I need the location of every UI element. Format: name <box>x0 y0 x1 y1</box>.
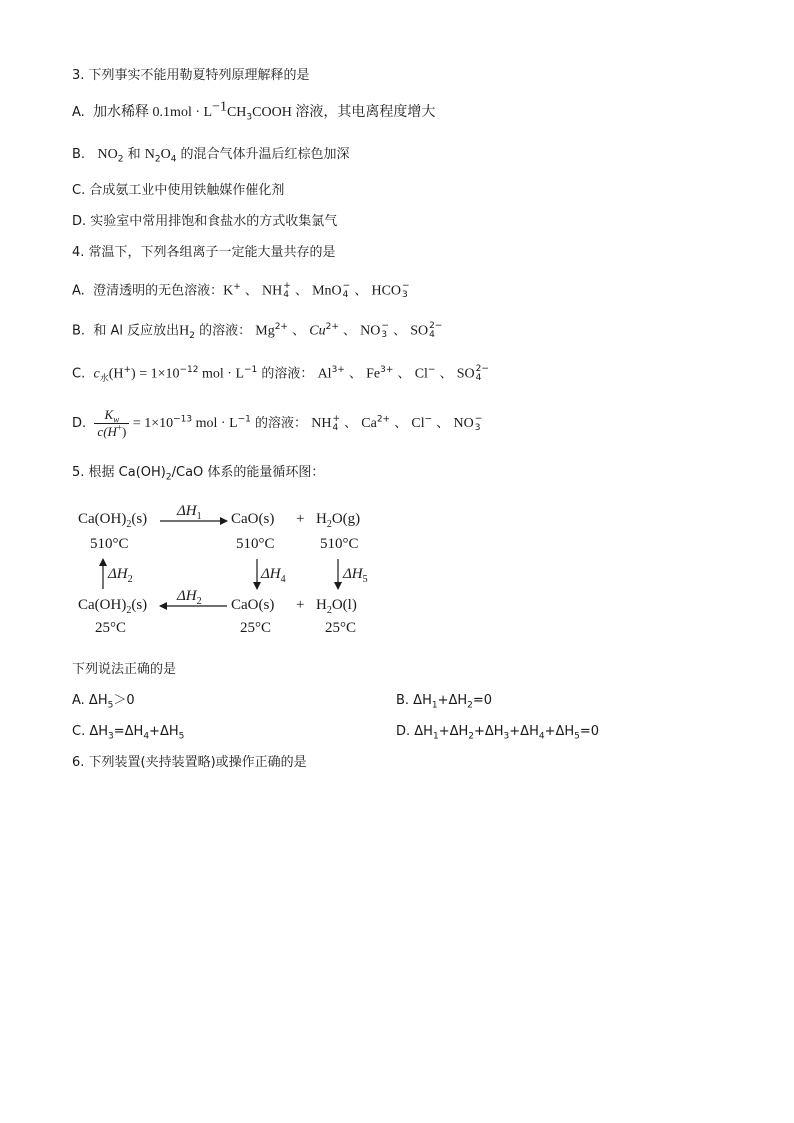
cycle-top-plus: + <box>296 511 305 527</box>
q4-option-b: B. 和 Al 反应放出$H_2$ 的溶液： $Mg^{2+}$ 、 $Cu^{2+}$ 、 NO − 3 、 SO 2− 4 <box>72 321 443 342</box>
cycle-temp-25-right: 25°C <box>325 620 357 636</box>
q5-prompt: 下列说法正确的是 <box>72 662 177 677</box>
cycle-bottom-left: $Ca(OH)_2(s)$ <box>78 597 148 616</box>
q4-option-c: C. $c_水(H^+) = 1\times 10^{-12}$ mol · $L^{-1}$ 的溶液： $Al^{3+}$ 、 $Fe^{3+}$ 、 Cl− 、 SO 2− 4 <box>72 364 489 385</box>
cycle-top-left: $Ca(OH)_2(s)$ <box>78 511 148 530</box>
cycle-dh5-label: $\Delta H_5$ <box>343 566 368 585</box>
q3-option-a: A. 加水稀释 $0.1mol \cdot L^{-1}CH_3COOH$ 溶液，其电离程度增大 <box>72 99 436 123</box>
cycle-dh2-label: $\Delta H_2$ <box>108 566 133 585</box>
q4-option-a: A. 澄清透明的无色溶液：K+ 、 NH + 4 、 MnO − 4 、 HCO − 3 <box>72 281 410 300</box>
cycle-top-mid: CaO(s) <box>231 511 275 527</box>
q5-option-d: D. $\Delta H_1+\Delta H_2+\Delta H_3+\Delta H_4+\Delta H_5=0$ <box>396 724 600 742</box>
q5-option-a: A. $\Delta H_5>0$ <box>72 693 135 711</box>
cycle-temp-25-mid: 25°C <box>240 620 272 636</box>
cycle-temp-510-left: 510°C <box>90 536 129 552</box>
cycle-bottom-right: $H_2O(l)$ <box>316 597 357 616</box>
q3-stem: 3. 下列事实不能用勒夏特列原理解释的是 <box>72 68 310 83</box>
q6-stem: 6. 下列装置(夹持装置略)或操作正确的是 <box>72 755 307 770</box>
cycle-top-right: $H_2O(g)$ <box>316 511 361 530</box>
q5-option-c: C. $\Delta H_3=\Delta H_4+\Delta H_5$ <box>72 724 185 742</box>
q5-option-b: B. $\Delta H_1+\Delta H_2=0$ <box>396 693 493 711</box>
q3-option-b: B. $NO_2$ 和 $N_2O_4$ 的混合气体升温后红棕色加深 <box>72 147 350 165</box>
q5-stem: 5. 根据 $Ca(OH)_2$/CaO 体系的能量循环图： <box>72 465 325 483</box>
q4-stem: 4. 常温下，下列各组离子一定能大量共存的是 <box>72 245 336 260</box>
cycle-temp-510-mid: 510°C <box>236 536 275 552</box>
cycle-bottom-mid: CaO(s) <box>231 597 275 613</box>
cycle-bottom-plus: + <box>296 597 305 613</box>
q3-option-d: D. 实验室中常用排饱和食盐水的方式收集氯气 <box>72 214 338 229</box>
q4-option-d: D. $\frac{K_w}{c(H^+)}$ = $1\times 10^{-13}$ mol · $L^{-1}$ 的溶液： NH + 4 、 $Ca^{2+}$ 、 Cl− 、 NO − 3 <box>72 407 483 439</box>
cycle-temp-510-right: 510°C <box>320 536 359 552</box>
q3-option-c: C. 合成氨工业中使用铁触媒作催化剂 <box>72 183 285 198</box>
cycle-dh1-label: $\Delta H_1$ <box>177 503 202 522</box>
kw-fraction: $\frac{K_w}{c(H^+)}$ <box>94 407 129 440</box>
cycle-temp-25-left: 25°C <box>95 620 127 636</box>
cycle-dh2b-label: $\Delta H_2$ <box>177 588 202 607</box>
cycle-dh4-label: $\Delta H_4$ <box>261 566 286 585</box>
